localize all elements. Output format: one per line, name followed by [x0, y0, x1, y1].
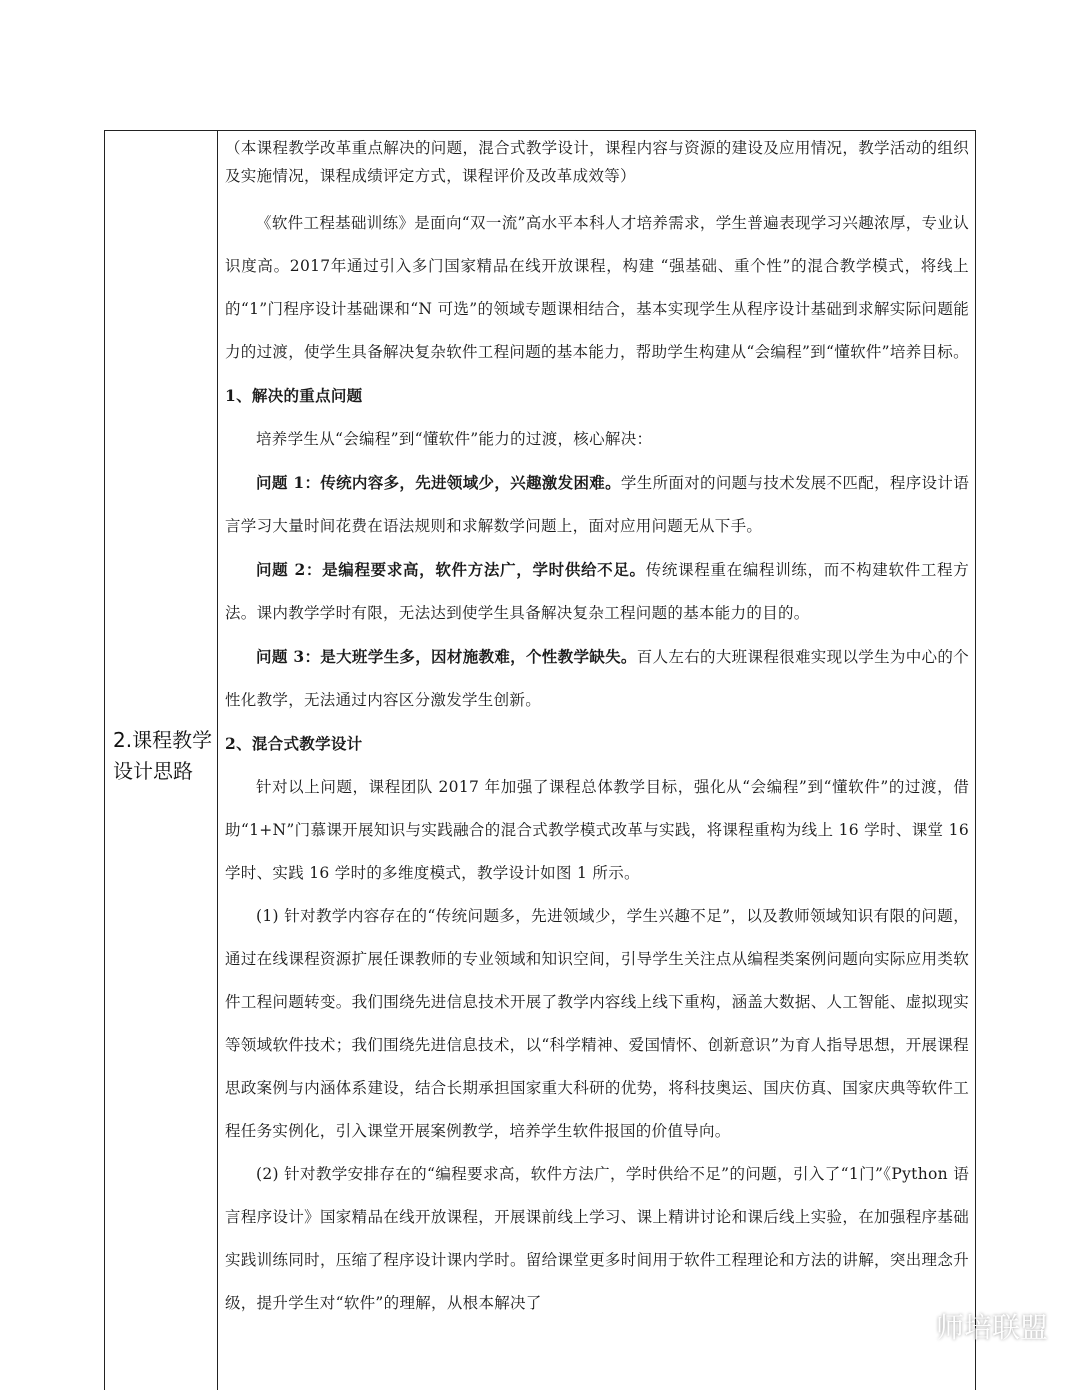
section-heading-1: 1、解决的重点问题 — [225, 386, 363, 405]
row-label: 2.课程教学设计思路 — [113, 728, 213, 783]
problem-3-text: 百人左右的大班课程很难实现以学生为中心的个性化教学，无法通过内容区分激发学生创新。 — [225, 648, 969, 709]
content-cell — [219, 131, 975, 1390]
problem-2 — [225, 548, 969, 635]
problem-3 — [225, 635, 969, 722]
course-table — [104, 130, 976, 1390]
content-body — [225, 134, 969, 1325]
paragraph-overview: 《软件工程基础训练》是面向“双一流”高水平本科人才培养需求，学生普遍表现学习兴趣浓厚，专业认识度高。2017年通过引入多门国家精品在线开放课程，构建 “强基础、重个性”的混合教学模式，将线上的“1”门程序设计基础课和“N 可选”的领域专题课相结合，基本实现学生从程序设计基础到求解实际问题能力的过渡，使学生具备解决复杂软件工程问题的基本能力，帮助学生构建从“会编程”到“懂软件”培养目标。 — [225, 214, 969, 361]
wechat-icon — [884, 1310, 926, 1342]
paragraph-goal: 培养学生从“会编程”到“懂软件”能力的过渡，核心解决： — [256, 430, 653, 448]
watermark — [884, 1306, 1048, 1346]
paragraph-design: 针对以上问题，课程团队 2017 年加强了课程总体教学目标，强化从“会编程”到“懂软件”的过渡，借助“1+N”门慕课开展知识与实践融合的混合式教学模式改革与实践，将课程重构为线上 16 学时、课堂 16 学时、实践 16 学时的多维度模式，教学设计如图 1 所示。 — [225, 778, 969, 882]
problem-2-title: 问题 2：是编程要求高，软件方法广，学时供给不足。 — [256, 560, 646, 579]
problem-1-title: 问题 1：传统内容多，先进领域少，兴趣激发困难。 — [256, 473, 621, 492]
section-heading-2: 2、混合式教学设计 — [225, 734, 363, 753]
problem-1-text: 学生所面对的问题与技术发展不匹配，程序设计语言学习大量时间花费在语法规则和求解数学问题上，面对应用问题无从下手。 — [225, 474, 969, 535]
problem-1 — [225, 461, 969, 548]
watermark-text: 师培联盟 — [935, 1311, 1048, 1344]
paragraph-item-1: (1) 针对教学内容存在的“传统问题多，先进领域少，学生兴趣不足”，以及教师领域知识有限的问题，通过在线课程资源扩展任课教师的专业领域和知识空间，引导学生关注点从编程类案例问题向实际应用类软件工程问题转变。我们围绕先进信息技术开展了教学内容线上线下重构，涵盖大数据、人工智能、虚拟现实等领域软件技术；我们围绕先进信息技术，以“科学精神、爱国情怀、创新意识”为育人指导思想，开展课程思政案例与内涵体系建设，结合长期承担国家重大科研的优势，将科技奥运、国庆仿真、国家庆典等软件工程任务实例化，引入课堂开展案例教学，培养学生软件报国的价值导向。 — [225, 907, 969, 1140]
label-cell — [105, 131, 218, 1390]
problem-3-title: 问题 3：是大班学生多，因材施教难，个性教学缺失。 — [256, 647, 637, 666]
intro-note: （本课程教学改革重点解决的问题，混合式教学设计，课程内容与资源的建设及应用情况，教学活动的组织及实施情况，课程成绩评定方式，课程评价及改革成效等） — [225, 139, 969, 185]
paragraph-item-2: (2) 针对教学安排存在的“编程要求高，软件方法广，学时供给不足”的问题，引入了“1门”《Python 语言程序设计》国家精品在线开放课程，开展课前线上学习、课上精讲讨论和课后线上实验，在加强程序基础实践训练同时，压缩了程序设计课内学时。留给课堂更多时间用于软件工程理论和方法的讲解，突出理念升级，提升学生对“软件”的理解，从根本解决了 — [225, 1165, 969, 1312]
problem-2-text: 传统课程重在编程训练，而不构建软件工程方法。课内教学学时有限，无法达到使学生具备解决复杂工程问题的基本能力的目的。 — [225, 561, 969, 622]
